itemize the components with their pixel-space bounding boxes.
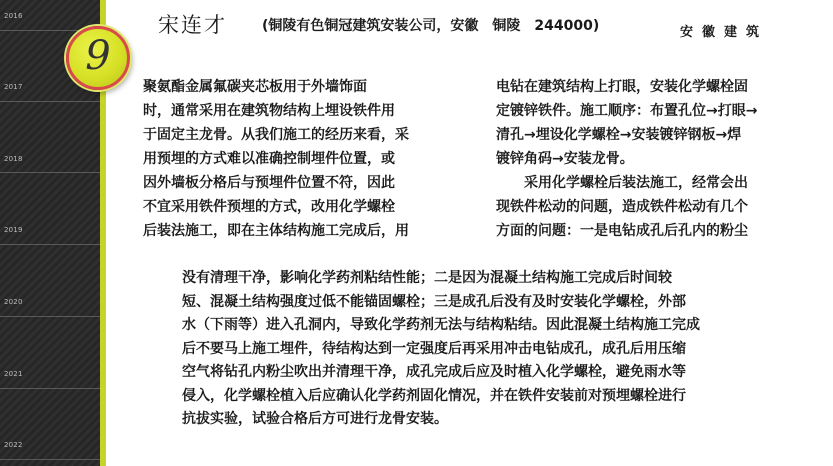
timeline-year-label: 2016: [4, 12, 23, 20]
page-number-badge: [66, 26, 130, 90]
text-line: 现铁件松动的问题，造成铁件松动有几个: [496, 199, 748, 215]
text-line: 镀锌角码→安装龙骨。: [496, 151, 634, 167]
text-line: 空气将钻孔内粉尘吹出并清理干净，成孔完成后应及时植入化学螺栓，避免雨水等: [182, 364, 686, 380]
text-line: 用预埋的方式难以准确控制埋件位置，或: [143, 151, 395, 167]
text-line: 不宜采用铁件预埋的方式，改用化学螺栓: [143, 199, 395, 215]
left-column-text: [143, 75, 409, 243]
text-line: 短、混凝土结构强度过低不能锚固螺栓；三是成孔后没有及时安装化学螺栓，外部: [182, 293, 686, 310]
text-line: 后不要马上施工埋件，待结构达到一定强度后再采用冲击电钻成孔，成孔后用压缩: [182, 340, 686, 357]
text-line: 定镀锌铁件。施工顺序：布置孔位→打眼→: [496, 103, 758, 119]
timeline-year-label: 2017: [4, 83, 23, 91]
text-line: 方面的问题：一是电钻成孔后孔内的粉尘: [496, 223, 748, 239]
timeline-divider: [0, 172, 100, 173]
timeline-divider: [0, 459, 100, 460]
author-name: 宋连才: [158, 13, 227, 37]
text-line: 时，通常采用在建筑物结构上埋设铁件用: [143, 103, 395, 119]
timeline-divider: [0, 316, 100, 317]
text-line: 采用化学螺栓后装法施工，经常会出: [496, 175, 748, 191]
timeline-year-label: 2021: [4, 370, 23, 378]
timeline-divider: [0, 388, 100, 389]
text-line: 清孔→埋设化学螺栓→安装镀锌钢板→焊: [496, 127, 742, 143]
text-line: 电钻在建筑结构上打眼，安装化学螺栓固: [496, 79, 748, 95]
timeline-divider: [0, 244, 100, 245]
text-line: 抗拔实验，试验合格后方可进行龙骨安装。: [182, 411, 448, 427]
text-line: 水（下雨等）进入孔洞内，导致化学药剂无法与结构粘结。因此混凝土结构施工完成: [182, 317, 700, 333]
right-column-text: [496, 75, 757, 243]
timeline-year-label: 2022: [4, 441, 23, 449]
timeline-year-label: 2018: [4, 155, 23, 163]
text-line: 侵入，化学螺栓植入后应确认化学药剂固化情况，并在铁件安装前对预埋螺栓进行: [182, 387, 686, 404]
text-line: 后装法施工，即在主体结构施工完成后，用: [143, 223, 409, 239]
timeline-year-label: 2019: [4, 226, 23, 234]
full-width-text: [182, 267, 700, 432]
journal-name: 安徽建筑: [680, 25, 769, 40]
text-line: 没有清理干净，影响化学药剂粘结性能；二是因为混凝土结构施工完成后时间较: [182, 270, 672, 286]
text-line: 聚氨酯金属氟碳夹芯板用于外墙饰面: [143, 79, 367, 95]
timeline-year-label: 2020: [4, 298, 23, 306]
author-affiliation: (铜陵有色铜冠建筑安装公司，安徽 铜陵 244000): [262, 18, 600, 34]
text-line: 因外墙板分格后与预埋件位置不符，因此: [143, 175, 395, 191]
text-line: 于固定主龙骨。从我们施工的经历来看，采: [143, 127, 409, 143]
page-number: 9: [85, 33, 111, 79]
timeline-divider: [0, 101, 100, 102]
